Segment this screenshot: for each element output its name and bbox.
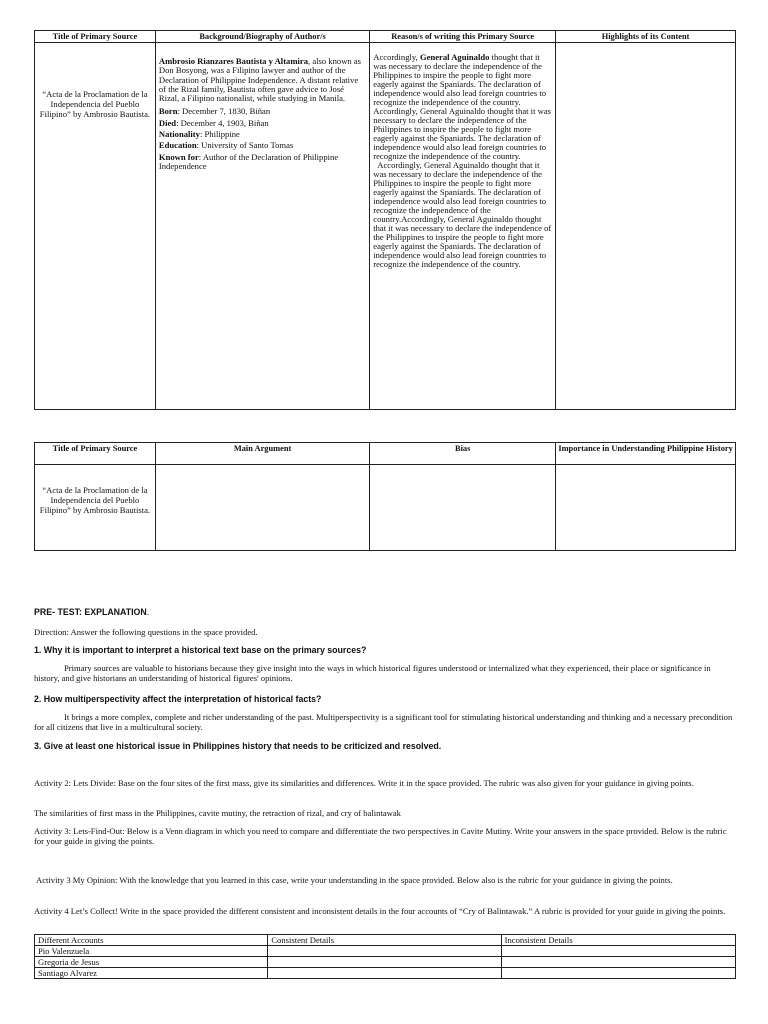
question-1: 1. Why it is important to interpret a historical text base on the primary sources? xyxy=(34,645,367,655)
highlights-cell[interactable] xyxy=(556,43,736,410)
pretest-heading: PRE- TEST: EXPLANATION. xyxy=(34,607,150,617)
question-2: 2. How multiperspectivity affect the interpretation of historical facts? xyxy=(34,694,322,704)
biography-cell xyxy=(155,43,369,410)
pretest-direction: Direction: Answer the following questions in the space provided. xyxy=(34,627,258,637)
main-argument-cell[interactable] xyxy=(155,465,369,551)
header-bias: Bias xyxy=(370,443,556,465)
activity-4-instructions: Activity 4 Let’s Collect! Write in the space provided the different consistent and inconsistent details in the four accounts of “Cry of Balintawak.” A rubric is provided for your guide in giving the points. xyxy=(34,906,726,916)
header-inconsistent: Inconsistent Details xyxy=(501,935,735,946)
reason-paragraph-3: Accordingly, General Aguinaldo thought that it was necessary to declare the independence of the Philippines to inspire the people to fight more eagerly against the Spaniards. The declaration of independence would also lead foreign countries to recognize the independence of the country.Accordingly, General Aguinaldo thought that it was necessary to declare the independence of the Philippines to inspire the people to fight more eagerly against the Spaniards. The declaration of independence would also lead foreign countries to recognize the independence of the country. xyxy=(373,160,552,270)
header-title: Title of Primary Source xyxy=(35,31,156,43)
table-row xyxy=(35,968,736,979)
bias-cell[interactable] xyxy=(370,465,556,551)
header-accounts: Different Accounts xyxy=(35,935,268,946)
question-3: 3. Give at least one historical issue in Philippines history that needs to be criticized and resolved. xyxy=(34,741,442,751)
primary-source-table xyxy=(34,30,736,410)
consistent-cell[interactable] xyxy=(268,968,501,979)
header-title-2: Title of Primary Source xyxy=(35,443,156,465)
activity-3-instructions: Activity 3: Lets-Find-Out: Below is a Venn diagram in which you need to compare and differentiate the two perspectives in Cavite Mutiny. Write your answers in the space provided. Below is the rubric for your guide in giving the points. xyxy=(34,826,727,847)
table-row xyxy=(35,957,736,968)
inconsistent-cell[interactable] xyxy=(501,968,735,979)
account-name: Pio Valenzuela xyxy=(35,946,268,957)
source-title: “Acta de la Proclamation de la Independencia del Pueblo Filipino” by Ambrosio Bautista. xyxy=(39,89,151,119)
reason-general: General Aguinaldo xyxy=(419,52,490,62)
header-importance: Importance in Understanding Philippine History xyxy=(556,443,736,465)
analysis-table xyxy=(34,442,736,551)
reason-paragraph-2: Accordingly, General Aguinaldo thought that it was necessary to declare the independence of the Philippines to inspire the people to fight more eagerly against the Spaniards. The declaration of independence would also lead foreign countries to recognize the independence of the country. xyxy=(373,106,551,162)
table-row xyxy=(35,946,736,957)
nationality-value: : Philippine xyxy=(199,128,240,139)
author-intro: , also known as Don Bosyong, was a Filipino lawyer and author of the Declaration of Philippine Independence. A distant relative of the Rizal family, Bautista often gave advice to José Rizal, a Filipino nationalist, while studying in Manila. xyxy=(158,56,362,104)
born-label: Born xyxy=(158,106,178,117)
nationality-label: Nationality xyxy=(158,128,200,139)
accounts-table xyxy=(34,934,736,979)
account-name: Santiago Alvarez xyxy=(35,968,268,979)
died-label: Died xyxy=(158,117,177,128)
died-value: : December 4, 1903, Biñan xyxy=(176,117,269,128)
born-value: : December 7, 1830, Biñan xyxy=(177,106,271,117)
activity-3-opinion: Activity 3 My Opinion: With the knowledge that you learned in this case, write your understanding in the space provided. Below also is the rubric for your guidance in giving the points. xyxy=(36,875,673,885)
source-title-cell xyxy=(35,43,156,410)
known-label: Known for xyxy=(158,151,199,162)
similarities-line: The similarities of first mass in the Philippines, cavite mutiny, the retraction of rizal, and cry of balintawak xyxy=(34,808,401,818)
education-label: Education xyxy=(158,140,197,151)
consistent-cell[interactable] xyxy=(268,946,501,957)
answer-1: Primary sources are valuable to historians because they give insight into the ways in which historical figures understood or internalized what they experienced, their place or significance in history, and give historians an understanding of historical figures' opinions. xyxy=(34,663,711,684)
header-highlights: Highlights of its Content xyxy=(556,31,736,43)
inconsistent-cell[interactable] xyxy=(501,957,735,968)
inconsistent-cell[interactable] xyxy=(501,946,735,957)
answer-2: It brings a more complex, complete and richer understanding of the past. Multiperspectivity is a significant tool for stimulating historical understanding and thinking and a necessary precondition for all citizens that live in a multicultural society. xyxy=(34,712,733,733)
reason-rest: thought that it was necessary to declare the independence of the Philippines to inspire the people to fight more eagerly against the Spaniards. The declaration of independence would also lead foreign countries to recognize the independence of the country. xyxy=(373,52,547,108)
header-reasons: Reason/s of writing this Primary Source xyxy=(370,31,556,43)
header-main-argument: Main Argument xyxy=(155,443,369,465)
account-name: Gregoria de Jesus xyxy=(35,957,268,968)
known-value: : Author of the Declaration of Philippine Independence xyxy=(158,151,339,171)
importance-cell[interactable] xyxy=(556,465,736,551)
source-title-cell-2 xyxy=(35,465,156,551)
activity-2-instructions: Activity 2: Lets Divide: Base on the four sites of the first mass, give its similarities and differences. Write it in the space provided. The rubric was also given for your guidance in giving points. xyxy=(34,778,694,788)
education-value: : University of Santo Tomas xyxy=(196,140,294,151)
reason-lead: Accordingly, xyxy=(373,52,420,62)
author-name: Ambrosio Rianzares Bautista y Altamira xyxy=(158,56,309,66)
header-consistent: Consistent Details xyxy=(268,935,501,946)
consistent-cell[interactable] xyxy=(268,957,501,968)
reasons-cell xyxy=(370,43,556,410)
header-background: Background/Biography of Author/s xyxy=(155,31,369,43)
source-title-2: “Acta de la Proclamation de la Independencia del Pueblo Filipino” by Ambrosio Bautista. xyxy=(39,485,151,515)
